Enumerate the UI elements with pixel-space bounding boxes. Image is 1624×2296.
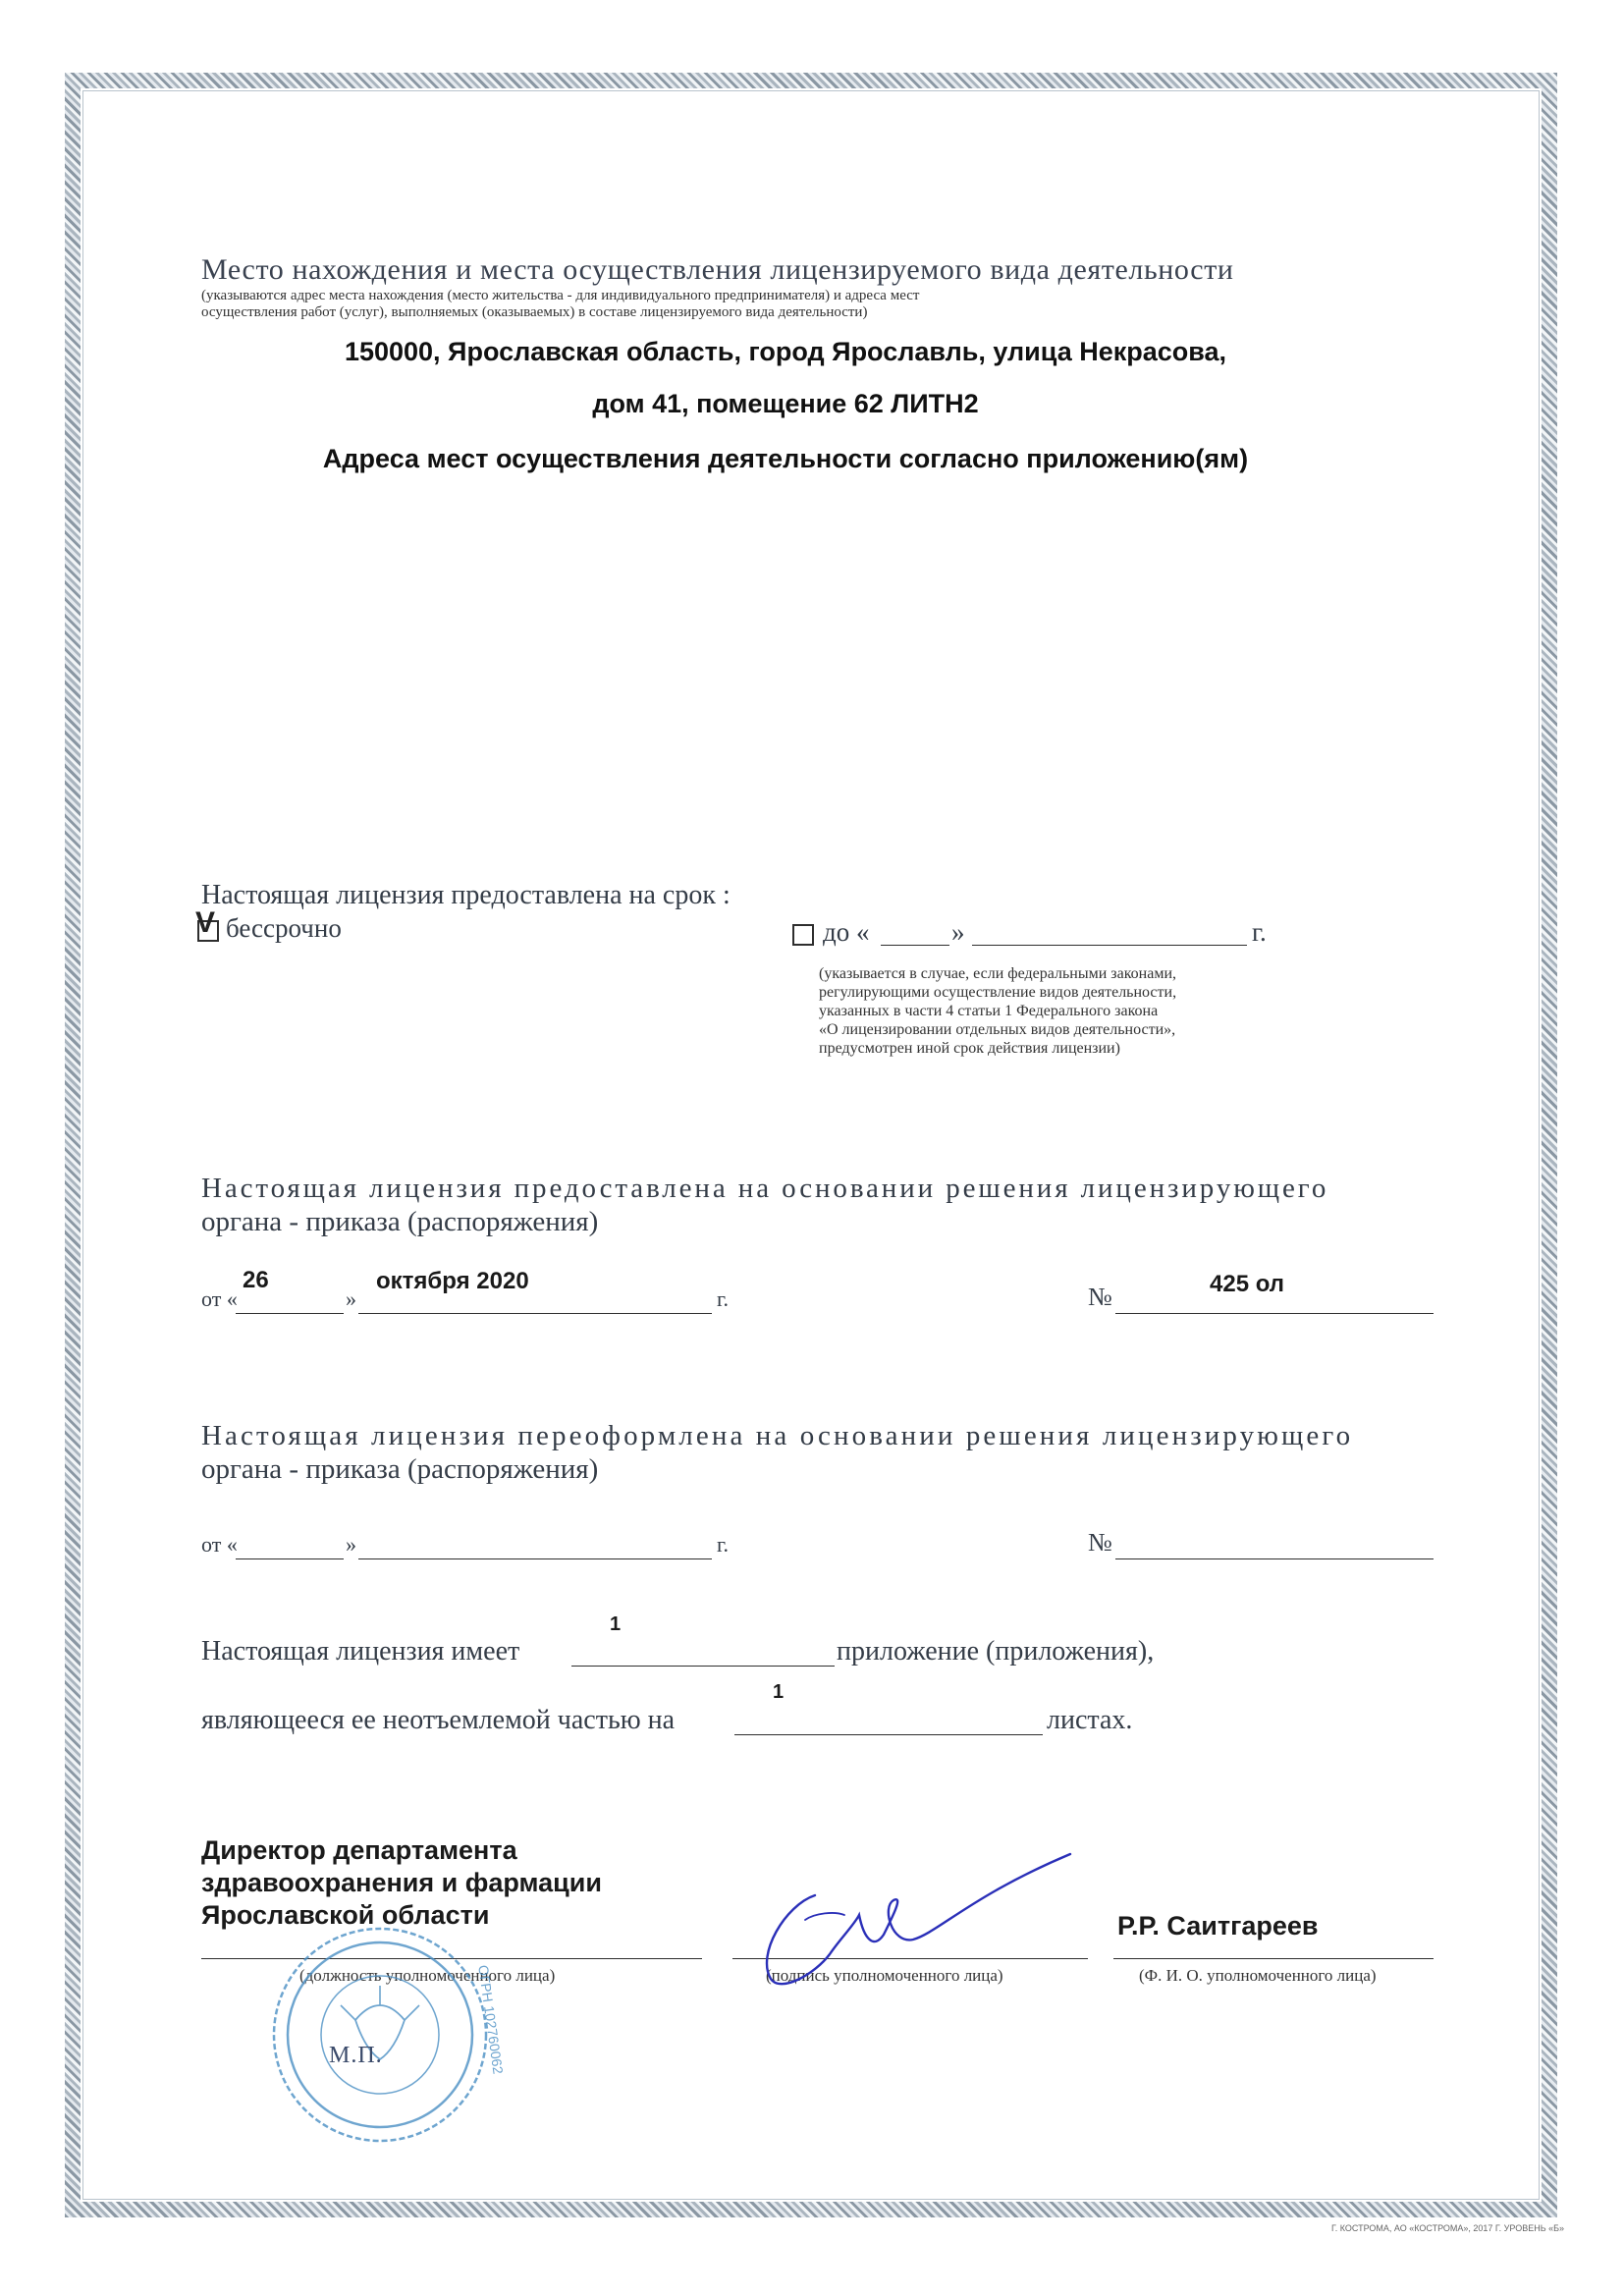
appendix-integral-prefix: являющееся ее неотъемлемой частью на bbox=[201, 1705, 676, 1735]
position-title bbox=[201, 1834, 602, 1932]
reissue-number-field[interactable] bbox=[1115, 1558, 1434, 1559]
position-caption: (должность уполномоченного лица) bbox=[299, 1966, 556, 1985]
appendix-has-prefix: Настоящая лицензия имеет bbox=[201, 1636, 520, 1667]
position-line-1: Директор департамента bbox=[201, 1835, 517, 1865]
location-note-line-1: (указываются адрес места нахождения (место жительства - для индивидуального предпринимателя) и адреса мест bbox=[201, 288, 920, 303]
sheet-count-value: 1 bbox=[773, 1681, 785, 1703]
grant-number-field[interactable] bbox=[1115, 1313, 1434, 1314]
indefinite-label: бессрочно bbox=[226, 913, 342, 943]
term-note-line-2: регулирующими осуществление видов деятельности, bbox=[819, 984, 1177, 1001]
grant-month-field[interactable] bbox=[358, 1313, 712, 1314]
signer-name: Р.Р. Саитгареев bbox=[1117, 1911, 1319, 1941]
appendix-count-value: 1 bbox=[610, 1613, 622, 1635]
term-note-line-3: указанных в части 4 статьи 1 Федерального закона bbox=[819, 1003, 1159, 1019]
places-of-activity-line: Адреса мест осуществления деятельности согласно приложению(ям) bbox=[322, 444, 1249, 473]
until-year-suffix: г. bbox=[1252, 917, 1267, 947]
until-quote-close: » bbox=[951, 917, 965, 947]
reissue-from-label: от « bbox=[201, 1532, 238, 1557]
position-line-2: здравоохранения и фармации bbox=[201, 1868, 602, 1897]
appendix-has-suffix: приложение (приложения), bbox=[837, 1636, 1155, 1667]
seal-ogrn-text: ОГРН 102760062 bbox=[475, 1964, 507, 2076]
name-caption: (Ф. И. О. уполномоченного лица) bbox=[1139, 1966, 1377, 1985]
signature-caption: (подпись уполномоченного лица) bbox=[766, 1966, 1003, 1985]
grant-year-suffix: г. bbox=[717, 1286, 730, 1311]
grant-quote-close: » bbox=[346, 1286, 356, 1311]
term-note-line-4: «О лицензировании отдельных видов деятельности», bbox=[819, 1021, 1176, 1038]
grant-day-field[interactable] bbox=[236, 1313, 344, 1314]
grant-month-year-value: октября 2020 bbox=[376, 1268, 529, 1294]
location-note-line-2: осуществления работ (услуг), выполняемых (оказываемых) в составе лицензируемого вида деятельности) bbox=[201, 304, 868, 320]
until-day-field[interactable] bbox=[881, 945, 949, 946]
until-month-field[interactable] bbox=[972, 945, 1247, 946]
appendix-integral-suffix: листах. bbox=[1047, 1705, 1133, 1735]
checkmark-icon: V bbox=[195, 906, 216, 939]
term-label: Настоящая лицензия предоставлена на срок : bbox=[201, 880, 731, 910]
grant-number-label: № bbox=[1088, 1283, 1112, 1311]
reissue-month-field[interactable] bbox=[358, 1558, 712, 1559]
printer-footer: Г. КОСТРОМА, АО «КОСТРОМА», 2017 Г. УРОВЕНЬ «Б» bbox=[1331, 2223, 1565, 2233]
appendix-count-field[interactable] bbox=[571, 1666, 835, 1667]
reissue-day-field[interactable] bbox=[236, 1558, 344, 1559]
official-seal-stamp bbox=[208, 1927, 562, 2172]
position-line-3: Ярославской области bbox=[201, 1900, 490, 1930]
reissue-line-2: органа - приказа (распоряжения) bbox=[201, 1453, 599, 1485]
name-line bbox=[1113, 1958, 1434, 1959]
seal-mark-label: М.П. bbox=[329, 2043, 383, 2068]
grant-line-1: Настоящая лицензия предоставлена на основании решения лицензирующего bbox=[201, 1173, 1329, 1204]
until-date-checkbox[interactable] bbox=[792, 924, 814, 946]
until-prefix: до « bbox=[823, 917, 870, 947]
grant-line-2: органа - приказа (распоряжения) bbox=[201, 1206, 599, 1237]
grant-from-label: от « bbox=[201, 1286, 238, 1311]
grant-day-value: 26 bbox=[243, 1267, 269, 1293]
reissue-quote-close: » bbox=[346, 1532, 356, 1557]
address-line-1: 150000, Ярославская область, город Ярославль, улица Некрасова, bbox=[344, 337, 1227, 366]
term-note-line-5: предусмотрен иной срок действия лицензии) bbox=[819, 1040, 1120, 1057]
grant-number-value: 425 ол bbox=[1210, 1271, 1285, 1297]
term-note-line-1: (указывается в случае, если федеральными законами, bbox=[819, 965, 1177, 982]
address-line-2: дом 41, помещение 62 ЛИТН2 bbox=[592, 389, 979, 418]
handwritten-signature-icon bbox=[746, 1846, 1080, 1994]
reissue-line-1: Настоящая лицензия переоформлена на основании решения лицензирующего bbox=[201, 1420, 1354, 1451]
location-title: Место нахождения и места осуществления лицензируемого вида деятельности bbox=[201, 253, 1234, 286]
sheet-count-field[interactable] bbox=[734, 1734, 1043, 1735]
reissue-year-suffix: г. bbox=[717, 1532, 730, 1557]
reissue-number-label: № bbox=[1088, 1528, 1112, 1557]
